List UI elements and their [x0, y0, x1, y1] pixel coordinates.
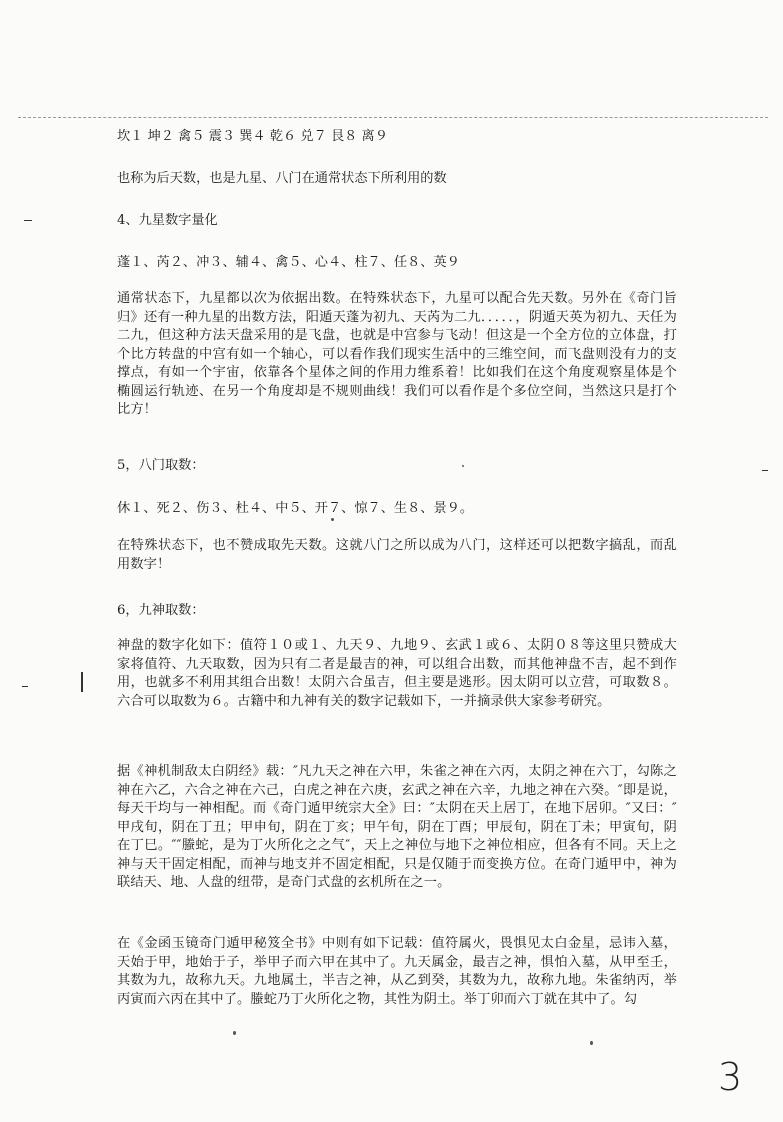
scan-mark: [22, 686, 28, 687]
taibai-quote-paragraph: 据《神机制敌太白阴经》载：″凡九天之神在六甲，朱雀之神在六丙，太阴之神在六丁，勾陈之神在六乙，六合之神在六己，白虎之神在六庚，玄武之神在六辛，九地之神在六癸。″即是说，每天干均与一神相配。而《奇门遁甲统宗大全》曰：″太阴在天上居丁，在地下居卯。″又曰：″甲戌旬，阴在丁丑；甲申旬，阴在丁亥；甲午旬，阴在丁酉；甲辰旬，阴在丁未；甲寅旬，阴在丁巳。″″螣蛇，是为丁火所化之之气″，天上之神位与地下之神位相应，但各有不同。天上之神与天干固定相配，而神与地支并不固定相配，只是仅随于而变换方位。在奇门遁甲中，神为联结天、地、人盘的纽带，是奇门式盘的玄机所在之一。: [117, 764, 677, 890]
heading-eight-gates: 5，八门取数：: [117, 458, 205, 473]
page-number: 3: [718, 1055, 743, 1099]
trigram-numbers-line: 坎１ 坤２ 禽５ 震３ 巽４ 乾６ 兑７ 艮８ 离９: [117, 129, 388, 144]
scan-mark: [762, 470, 768, 471]
later-heaven-note: 也称为后天数，也是九星、八门在通常状态下所利用的数: [117, 171, 447, 186]
scan-speck: [462, 465, 464, 467]
heading-nine-spirits: 6，九神取数：: [117, 603, 205, 618]
scan-dashed-divider: [18, 117, 768, 118]
scan-speck: [331, 518, 334, 521]
heading-nine-stars: 4、九星数字量化: [117, 213, 218, 228]
jinhan-quote-paragraph: 在《金函玉镜奇门遁甲秘笈全书》中则有如下记载：值符属火，畏惧见太白金星，忌讳入墓，天始于甲，地始于子，举甲子而六甲在其中了。九天属金，最吉之神，惧怕入墓，从甲至壬，其数为九，故称九天。九地属土，半吉之神，从乙到癸，其数为九，故称九地。朱雀纳丙，举丙寅而六丙在其中了。螣蛇乃丁火所化之物，其性为阴土。举丁卯而六丁就在其中了。勾: [117, 936, 677, 1007]
scan-speck: [590, 1041, 593, 1045]
spirits-explanation-paragraph: 神盘的数字化如下：值符１０或１、九天９、九地９、玄武１或６、太阴０８等这里只赞成大家将值符、九天取数，因为只有二者是最吉的神，可以组合出数，而其他神盘不吉，起不到作用，也就多不利用其组合出数！太阴六合虽吉，但主要是逃形。因太阴可以立营，可取数８。六合可以取数为６。古籍中和九神有关的数字记载如下，一并摘录供大家参考研究。: [117, 638, 677, 709]
stars-explanation-paragraph: 通常状态下，九星都以次为依据出数。在特殊状态下，九星可以配合先天数。另外在《奇门旨归》还有一种九星的出数方法，阳遁天蓬为初九、天芮为二九．．．．．，阴遁天英为初九、天任为二九，但这种方法天盘采用的是飞盘，也就是中宫参与飞动！但这是一个全方位的立体盘，打个比方转盘的中宫有如一个轴心，可以看作我们现实生活中的三维空间，而飞盘则没有力的支撑点，有如一个宇宙，依靠各个星体之间的作用力维系着！比如我们在这个角度观察星体是个椭圆运行轨迹、在另一个角度却是不规则曲线！我们可以看作是个多位空间，当然这只是打个比方！: [117, 291, 677, 417]
scan-mark: [24, 220, 32, 221]
star-numbers-line: 蓬１、芮２、冲３、辅４、禽５、心４、柱７、任８、英９: [117, 255, 460, 270]
scan-mark: [81, 672, 83, 692]
gate-numbers-line: 休１、死２、伤３、杜４、中５、开７、惊７、生８、景９。: [117, 501, 474, 516]
gates-explanation-paragraph: 在特殊状态下，也不赞成取先天数。这就八门之所以成为八门，这样还可以把数字搞乱，而乱用数字！: [117, 538, 677, 572]
scan-speck: [233, 1031, 236, 1035]
